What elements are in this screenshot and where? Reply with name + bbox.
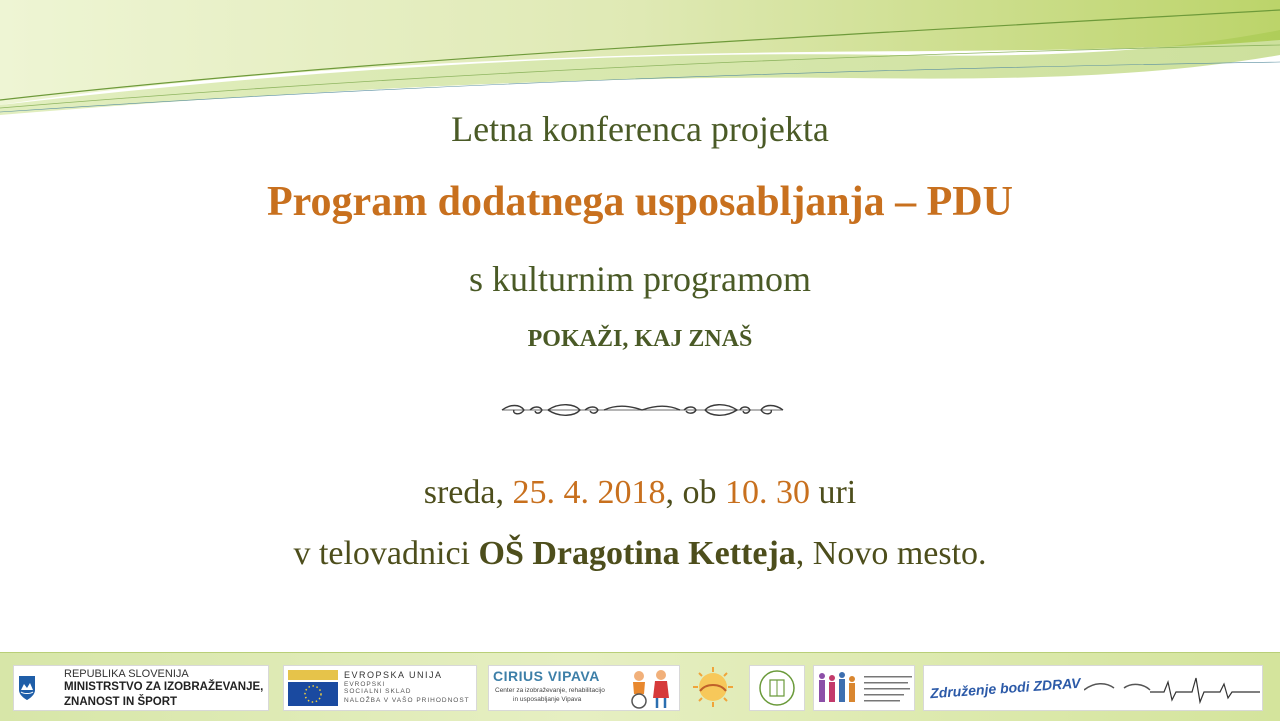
eu-line-3: SOCIALNI SKLAD bbox=[344, 688, 412, 695]
ministry-logo bbox=[13, 665, 269, 711]
cirius-line-1: Center za izobraževanje, rehabilitacijo bbox=[495, 687, 605, 694]
people-logo bbox=[813, 665, 915, 711]
heading-line-3: s kulturnim programom bbox=[469, 259, 811, 299]
zdravi-association-logo bbox=[923, 665, 1263, 711]
heading-program-title: POKAŽI, KAJ ZNAŠ bbox=[527, 326, 753, 352]
place-prefix: v telovadnici bbox=[293, 535, 479, 572]
ornament-divider-icon bbox=[500, 400, 785, 420]
cirius-title: CIRIUS VIPAVA bbox=[493, 668, 600, 684]
school-logo bbox=[749, 665, 805, 711]
ministry-line-3: ZNANOST IN ŠPORT bbox=[64, 696, 178, 708]
eu-logo bbox=[283, 665, 477, 711]
heartbeat-icon bbox=[1084, 668, 1260, 710]
cirius-vipava-logo bbox=[488, 665, 680, 711]
event-place-line bbox=[0, 535, 1280, 573]
ministry-line-1: REPUBLIKA SLOVENIJA bbox=[64, 668, 189, 680]
event-time: 10. 30 bbox=[724, 474, 810, 511]
event-date-line bbox=[0, 474, 1280, 512]
heading-line-1: Letna konferenca projekta bbox=[451, 109, 829, 149]
event-day: sreda, bbox=[423, 474, 513, 511]
eu-line-2: EVROPSKI bbox=[344, 681, 386, 688]
heading-project-title: Program dodatnega usposabljanja – PDU bbox=[267, 179, 1013, 225]
place-suffix: , Novo mesto. bbox=[795, 535, 987, 572]
school-emblem-icon bbox=[750, 666, 804, 710]
event-mid: , ob bbox=[665, 474, 725, 511]
event-date: 25. 4. 2018 bbox=[512, 474, 666, 511]
people-figures-icon bbox=[814, 666, 915, 711]
zdravi-title: Združenje bodi ZDRAV bbox=[929, 674, 1081, 702]
eu-flag-icon bbox=[288, 670, 338, 706]
place-name: OŠ Dragotina Ketteja bbox=[478, 535, 796, 572]
cirius-line-2: in usposabljanje Vipava bbox=[513, 696, 582, 703]
sponsor-footer bbox=[0, 652, 1280, 721]
sun-logo-icon bbox=[684, 665, 742, 711]
ministry-line-2: MINISTRSTVO ZA IZOBRAŽEVANJE, bbox=[64, 681, 264, 693]
eu-line-4: NALOŽBA V VAŠO PRIHODNOST bbox=[344, 697, 470, 704]
slovenia-crest-icon bbox=[18, 675, 36, 701]
event-end: uri bbox=[809, 474, 857, 511]
children-wheelchair-icon bbox=[625, 668, 679, 710]
eu-line-1: EVROPSKA UNIJA bbox=[344, 670, 443, 680]
